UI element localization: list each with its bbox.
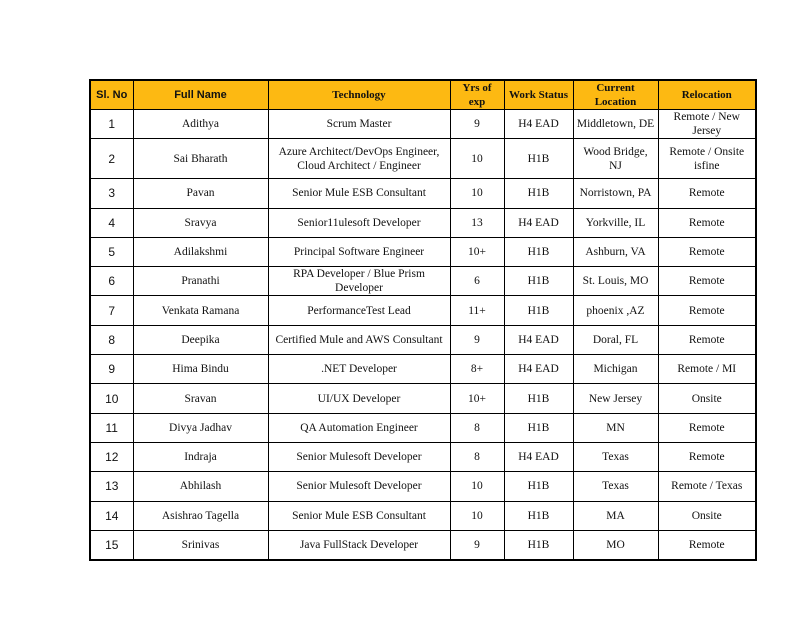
cell-technology: Certified Mule and AWS Consultant	[268, 325, 450, 354]
cell-full-name: Pranathi	[133, 267, 268, 296]
cell-work-status: H4 EAD	[504, 355, 573, 384]
cell-current-location: Texas	[573, 472, 658, 501]
cell-work-status: H4 EAD	[504, 325, 573, 354]
cell-work-status: H1B	[504, 267, 573, 296]
cell-current-location: New Jersey	[573, 384, 658, 413]
cell-work-status: H4 EAD	[504, 442, 573, 471]
cell-sl-no: 2	[90, 139, 133, 179]
cell-relocation: Remote	[658, 208, 756, 237]
cell-yrs-of-exp: 8	[450, 413, 504, 442]
cell-full-name: Adilakshmi	[133, 237, 268, 266]
cell-current-location: Wood Bridge, NJ	[573, 139, 658, 179]
cell-full-name: Deepika	[133, 325, 268, 354]
cell-technology: Scrum Master	[268, 110, 450, 139]
cell-full-name: Pavan	[133, 179, 268, 208]
cell-current-location: Doral, FL	[573, 325, 658, 354]
cell-relocation: Remote / MI	[658, 355, 756, 384]
cell-full-name: Sravya	[133, 208, 268, 237]
cell-yrs-of-exp: 8+	[450, 355, 504, 384]
cell-current-location: MA	[573, 501, 658, 530]
cell-relocation: Onsite	[658, 501, 756, 530]
cell-yrs-of-exp: 6	[450, 267, 504, 296]
cell-current-location: Yorkville, IL	[573, 208, 658, 237]
cell-sl-no: 11	[90, 413, 133, 442]
header-sl-no: Sl. No	[90, 80, 133, 110]
table-row	[90, 208, 756, 237]
table-row	[90, 442, 756, 471]
cell-technology: QA Automation Engineer	[268, 413, 450, 442]
cell-technology: Java FullStack Developer	[268, 530, 450, 559]
table-row	[90, 267, 756, 296]
cell-work-status: H4 EAD	[504, 208, 573, 237]
cell-sl-no: 6	[90, 267, 133, 296]
cell-relocation: Remote	[658, 413, 756, 442]
cell-work-status: H1B	[504, 179, 573, 208]
cell-current-location: Texas	[573, 442, 658, 471]
cell-relocation: Remote	[658, 530, 756, 559]
cell-relocation: Remote	[658, 267, 756, 296]
cell-work-status: H1B	[504, 384, 573, 413]
cell-full-name: Sravan	[133, 384, 268, 413]
cell-technology: Senior Mulesoft Developer	[268, 442, 450, 471]
cell-technology: Principal Software Engineer	[268, 237, 450, 266]
cell-sl-no: 12	[90, 442, 133, 471]
cell-full-name: Adithya	[133, 110, 268, 139]
cell-full-name: Srinivas	[133, 530, 268, 559]
cell-work-status: H1B	[504, 139, 573, 179]
cell-sl-no: 14	[90, 501, 133, 530]
cell-sl-no: 15	[90, 530, 133, 559]
cell-full-name: Asishrao Tagella	[133, 501, 268, 530]
table-row	[90, 384, 756, 413]
cell-yrs-of-exp: 10+	[450, 384, 504, 413]
cell-work-status: H1B	[504, 530, 573, 559]
cell-relocation: Remote	[658, 237, 756, 266]
cell-current-location: Ashburn, VA	[573, 237, 658, 266]
table-header-row	[90, 80, 756, 110]
header-relocation: Relocation	[658, 80, 756, 110]
cell-relocation: Remote / Texas	[658, 472, 756, 501]
header-full-name: Full Name	[133, 80, 268, 110]
cell-full-name: Venkata Ramana	[133, 296, 268, 325]
cell-sl-no: 1	[90, 110, 133, 139]
cell-relocation: Remote / Onsite isfine	[658, 139, 756, 179]
cell-yrs-of-exp: 10	[450, 501, 504, 530]
header-work-status: Work Status	[504, 80, 573, 110]
cell-work-status: H1B	[504, 501, 573, 530]
cell-current-location: phoenix ,AZ	[573, 296, 658, 325]
cell-sl-no: 4	[90, 208, 133, 237]
table-row	[90, 296, 756, 325]
header-yrs-of-exp: Yrs of exp	[450, 80, 504, 110]
header-current-location: Current Location	[573, 80, 658, 110]
cell-technology: .NET Developer	[268, 355, 450, 384]
cell-technology: RPA Developer / Blue Prism Developer	[268, 267, 450, 296]
cell-full-name: Abhilash	[133, 472, 268, 501]
cell-technology: Azure Architect/DevOps Engineer, Cloud Architect / Engineer	[268, 139, 450, 179]
cell-yrs-of-exp: 8	[450, 442, 504, 471]
cell-work-status: H1B	[504, 413, 573, 442]
table-row	[90, 530, 756, 559]
cell-sl-no: 8	[90, 325, 133, 354]
table-row	[90, 472, 756, 501]
cell-current-location: Norristown, PA	[573, 179, 658, 208]
cell-relocation: Onsite	[658, 384, 756, 413]
cell-yrs-of-exp: 10+	[450, 237, 504, 266]
cell-technology: PerformanceTest Lead	[268, 296, 450, 325]
cell-yrs-of-exp: 11+	[450, 296, 504, 325]
cell-current-location: MN	[573, 413, 658, 442]
cell-relocation: Remote	[658, 179, 756, 208]
table-row	[90, 325, 756, 354]
cell-technology: UI/UX Developer	[268, 384, 450, 413]
cell-work-status: H1B	[504, 472, 573, 501]
table-row	[90, 110, 756, 139]
cell-current-location: Michigan	[573, 355, 658, 384]
table-row	[90, 413, 756, 442]
cell-yrs-of-exp: 10	[450, 179, 504, 208]
cell-full-name: Sai Bharath	[133, 139, 268, 179]
cell-yrs-of-exp: 13	[450, 208, 504, 237]
cell-full-name: Indraja	[133, 442, 268, 471]
cell-sl-no: 3	[90, 179, 133, 208]
table-body	[90, 110, 756, 560]
table-row	[90, 355, 756, 384]
cell-sl-no: 5	[90, 237, 133, 266]
cell-technology: Senior Mulesoft Developer	[268, 472, 450, 501]
cell-relocation: Remote	[658, 325, 756, 354]
cell-current-location: Middletown, DE	[573, 110, 658, 139]
cell-technology: Senior Mule ESB Consultant	[268, 179, 450, 208]
cell-relocation: Remote / New Jersey	[658, 110, 756, 139]
cell-yrs-of-exp: 9	[450, 110, 504, 139]
cell-current-location: St. Louis, MO	[573, 267, 658, 296]
cell-full-name: Divya Jadhav	[133, 413, 268, 442]
table-row	[90, 237, 756, 266]
cell-work-status: H4 EAD	[504, 110, 573, 139]
cell-yrs-of-exp: 9	[450, 530, 504, 559]
cell-technology: Senior Mule ESB Consultant	[268, 501, 450, 530]
cell-yrs-of-exp: 10	[450, 139, 504, 179]
cell-sl-no: 10	[90, 384, 133, 413]
cell-sl-no: 9	[90, 355, 133, 384]
candidate-table-container	[89, 79, 757, 561]
cell-current-location: MO	[573, 530, 658, 559]
header-technology: Technology	[268, 80, 450, 110]
cell-sl-no: 7	[90, 296, 133, 325]
cell-sl-no: 13	[90, 472, 133, 501]
cell-yrs-of-exp: 9	[450, 325, 504, 354]
cell-relocation: Remote	[658, 296, 756, 325]
cell-yrs-of-exp: 10	[450, 472, 504, 501]
table-row	[90, 179, 756, 208]
cell-work-status: H1B	[504, 296, 573, 325]
cell-work-status: H1B	[504, 237, 573, 266]
candidate-table	[89, 79, 757, 561]
cell-relocation: Remote	[658, 442, 756, 471]
table-row	[90, 501, 756, 530]
table-row	[90, 139, 756, 179]
cell-technology: Senior11ulesoft Developer	[268, 208, 450, 237]
cell-full-name: Hima Bindu	[133, 355, 268, 384]
